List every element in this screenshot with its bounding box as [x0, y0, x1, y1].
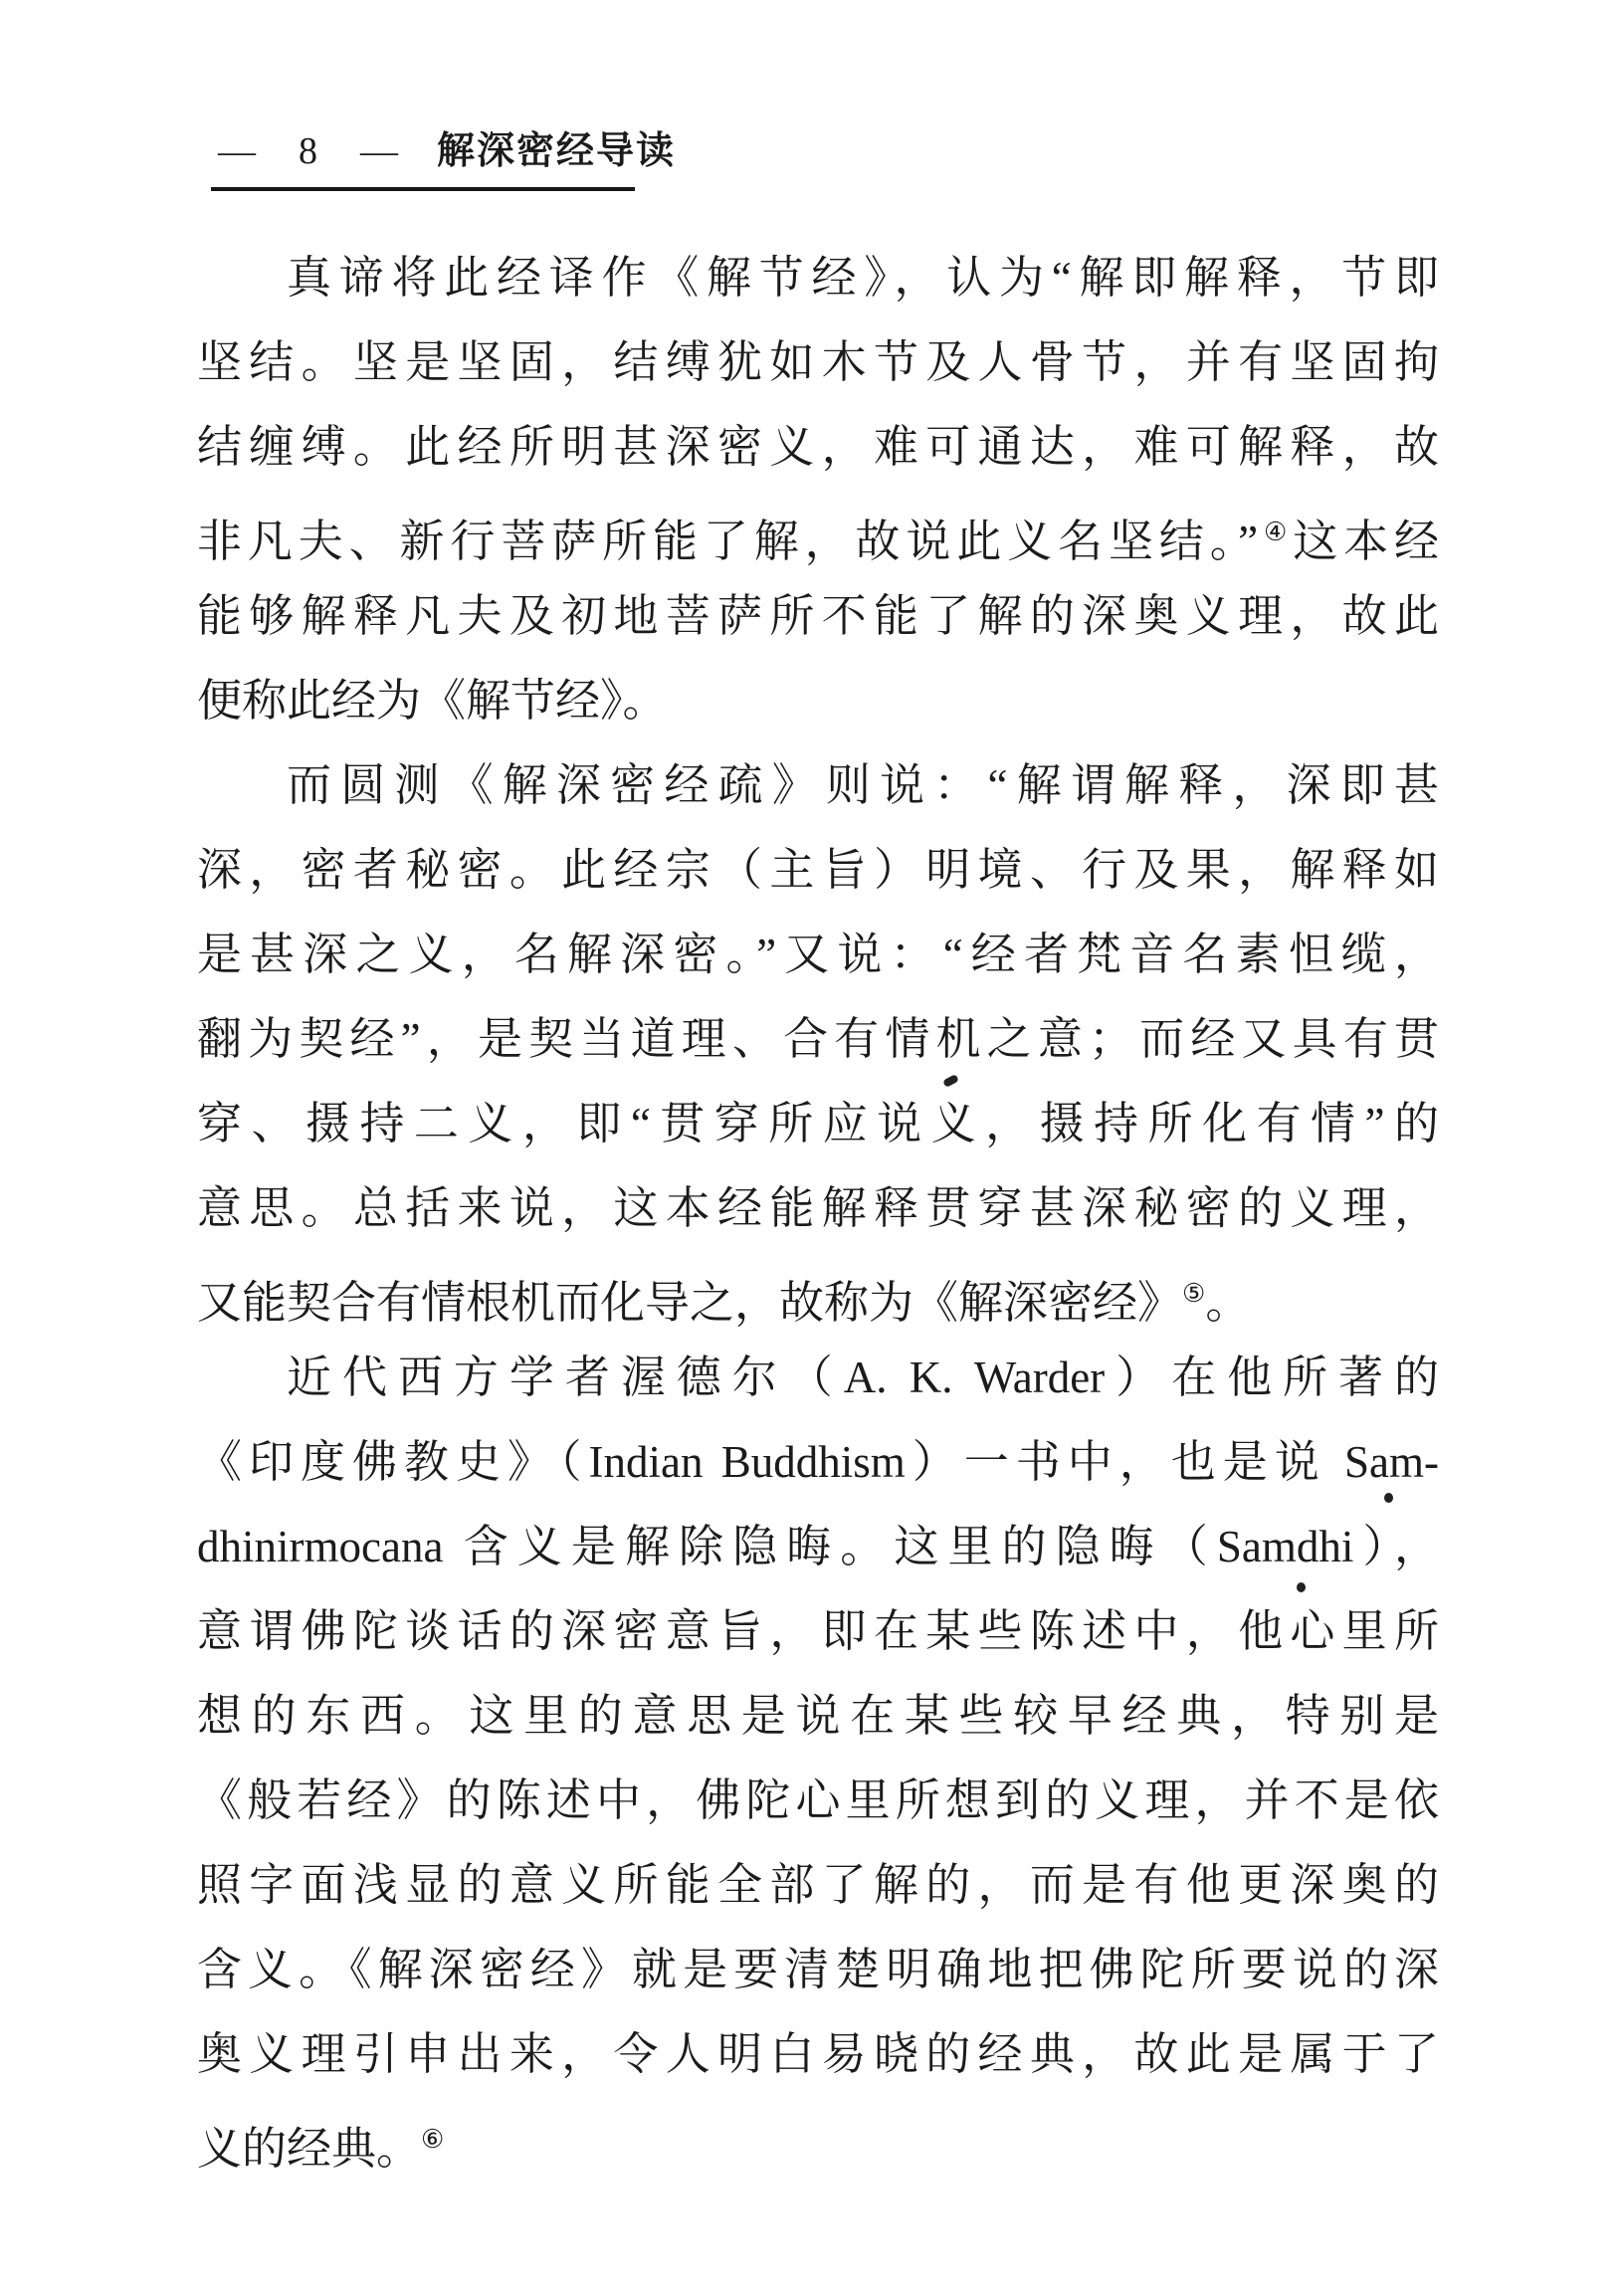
text-segment: 而圆测《解深密经疏》则说：“解谓解释，深即甚: [287, 760, 1439, 810]
text-line-p3-l9: [197, 2012, 1439, 2097]
page-number: 8: [299, 130, 318, 172]
text-line-p3-l7: [197, 1843, 1439, 1928]
text-line-p2-l3: [197, 913, 1439, 997]
text-line-p2-l1: [197, 743, 1439, 828]
text-line-p3-l6: [197, 1759, 1439, 1843]
text-segment: 是甚深之义，名解深密。”又说：“经者梵音名素怛缆，: [197, 930, 1439, 979]
footnote-marker: ⑥: [421, 2125, 445, 2154]
text-line-p2-l2: [197, 828, 1439, 913]
text-segment: 穿、摄持二义，即“贯穿所应说义，摄持所化有情”的: [197, 1099, 1439, 1148]
text-line-p1-l5: [197, 574, 1439, 659]
text-line-p2-l6: [197, 1166, 1439, 1251]
text-line-p3-l5: [197, 1674, 1439, 1759]
diacritic-dot-under-samdhi: [1297, 1582, 1306, 1592]
diacritic-dot-under-sam: [1384, 1493, 1393, 1503]
text-line-p1-l6: [197, 659, 1439, 743]
text-segment: 又能契合有情根机而化导之，故称为《解深密经》: [197, 1278, 1183, 1328]
text-segment: 义的经典。: [197, 2124, 422, 2174]
text-line-p3-l1: [197, 1336, 1439, 1420]
text-segment: 非凡夫、新行菩萨所能了解，故说此义名坚结。”: [197, 517, 1259, 566]
text-segment: 《印度佛教史》（Indian Buddhism）一书中，也是说 Sam-: [197, 1437, 1439, 1487]
text-line-p1-l4: [197, 490, 1439, 574]
header-dash-left: —: [218, 132, 257, 170]
text-line-p3-l8: [197, 1928, 1439, 2012]
text-segment: 深，密者秘密。此经宗（主旨）明境、行及果，解释如: [197, 845, 1439, 895]
text-line-p1-l2: [197, 320, 1439, 405]
text-segment: 这本经: [1293, 517, 1439, 566]
header-dash-right: —: [360, 132, 399, 170]
text-line-p2-l7: [197, 1251, 1439, 1336]
text-segment: 坚结。坚是坚固，结缚犹如木节及人骨节，并有坚固拘: [197, 337, 1439, 387]
text-segment: 近代西方学者渥德尔（A. K. Warder）在他所著的: [287, 1353, 1439, 1402]
text-segment: dhinirmocana 含义是解除隐晦。这里的隐晦（Samdhi），: [197, 1522, 1439, 1571]
text-segment: 意思。总括来说，这本经能解释贯穿甚深秘密的义理，: [197, 1183, 1439, 1233]
footnote-marker: ④: [1258, 518, 1294, 546]
text-segment: 《般若经》的陈述中，佛陀心里所想到的义理，并不是依: [197, 1775, 1439, 1825]
text-line-p2-l4: [197, 997, 1439, 1082]
text-segment: 奥义理引申出来，令人明白易晓的经典，故此是属于了: [197, 2029, 1439, 2079]
text-segment: 意谓佛陀谈话的深密意旨，即在某些陈述中，他心里所: [197, 1606, 1439, 1656]
text-segment: 真谛将此经译作《解节经》，认为“解即解释，节即: [287, 253, 1439, 303]
text-segment: 含义。《解深密经》就是要清楚明确地把佛陀所要说的深: [197, 1945, 1439, 1994]
page-body: [197, 236, 1439, 2182]
running-title: 解深密经导读: [437, 130, 677, 172]
text-segment: 。: [1205, 1278, 1251, 1328]
text-line-p1-l1: [197, 236, 1439, 320]
text-segment: 能够解释凡夫及初地菩萨所不能了解的深奥义理，故此: [197, 591, 1439, 641]
text-line-p1-l3: [197, 405, 1439, 490]
text-line-p3-l4: [197, 1589, 1439, 1674]
text-line-p2-l5: [197, 1082, 1439, 1166]
text-segment: 想的东西。这里的意思是说在某些较早经典，特别是: [197, 1691, 1439, 1741]
text-segment: 照字面浅显的意义所能全部了解的，而是有他更深奥的: [197, 1860, 1439, 1910]
text-line-p3-l2: [197, 1420, 1439, 1505]
text-segment: 翻为契经”，是契当道理、合有情机之意；而经又具有贯: [197, 1014, 1439, 1064]
page-header: [218, 127, 676, 175]
text-line-p3-l10: [197, 2097, 1439, 2182]
text-segment: 便称此经为《解节经》。: [197, 676, 668, 726]
header-rule: [211, 187, 635, 191]
text-line-p3-l3: [197, 1505, 1439, 1589]
footnote-marker: ⑤: [1182, 1279, 1206, 1308]
text-segment: 结缠缚。此经所明甚深密义，难可通达，难可解释，故: [197, 422, 1439, 472]
